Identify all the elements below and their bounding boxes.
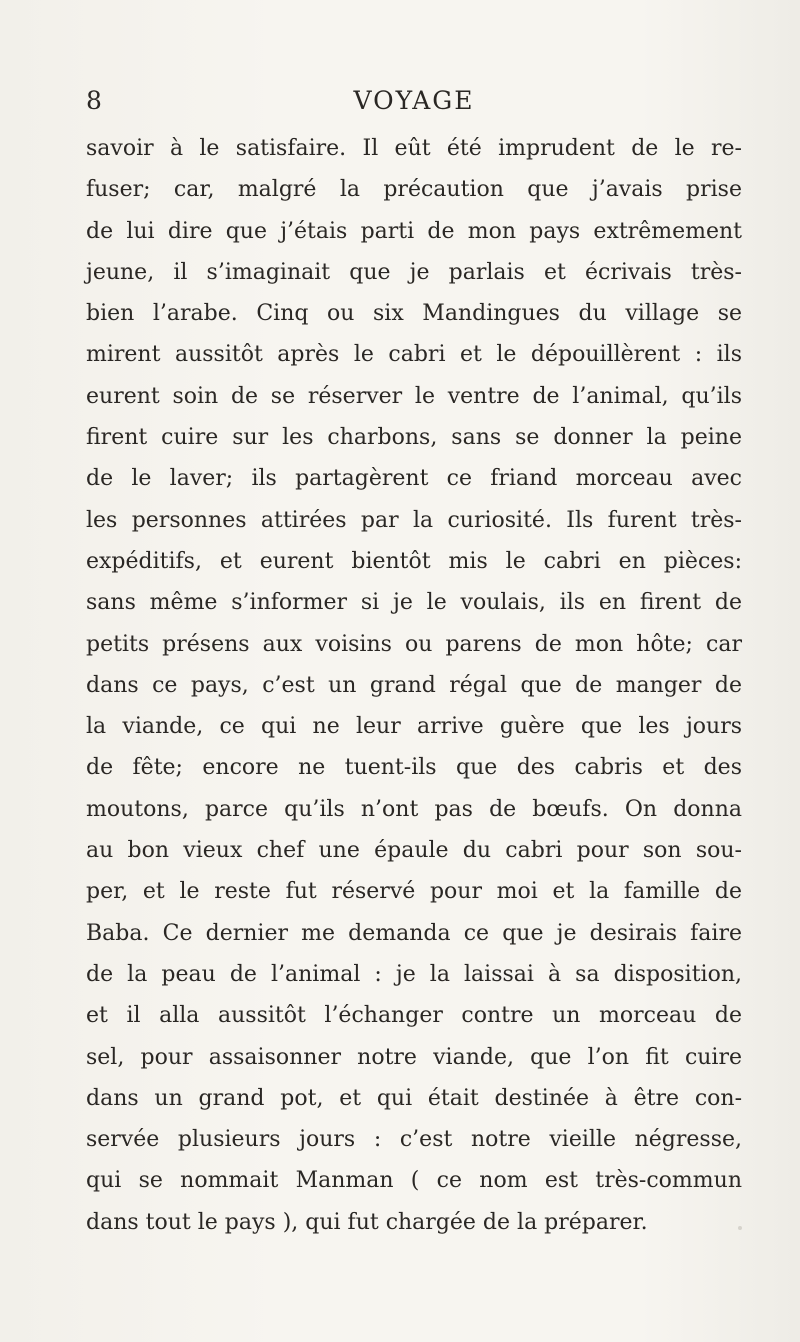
text-line: petits présens aux voisins ou parens de mon hôte; car [86,631,742,657]
page-header [86,84,742,118]
text-line: moutons, parce qu’ils n’ont pas de bœufs. On donna [86,796,742,822]
text-line: savoir à le satisfaire. Il eût été imprudent de le re- [86,136,742,161]
text-line: la viande, ce qui ne leur arrive guère que les jours [86,714,742,740]
text-line: mirent aussitôt après le cabri et le dépouillèrent : ils [86,342,742,368]
text-line: les personnes attirées par la curiosité. Ils furent très- [86,507,742,533]
text-line: et il alla aussitôt l’échanger contre un morceau de [86,1003,742,1029]
text-line: de le laver; ils partagèrent ce friand morceau avec [86,466,742,492]
text-line: qui se nommait Manman ( ce nom est très-commun [86,1168,742,1194]
text-line: jeune, il s’imaginait que je parlais et écrivais très- [86,259,742,285]
text-line: sans même s’informer si je le voulais, ils en firent de [86,590,742,616]
text-line: sel, pour assaisonner notre viande, que l’on fit cuire [86,1044,742,1070]
running-title: VOYAGE [353,86,475,115]
text-line: dans ce pays, c’est un grand régal que de manger de [86,672,742,698]
text-line: dans tout le pays ), qui fut chargée de la préparer. [86,1209,648,1235]
text-line: bien l’arabe. Cinq ou six Mandingues du village se [86,301,742,327]
text-line: eurent soin de se réserver le ventre de l’animal, qu’ils [86,383,742,409]
text-line: expéditifs, et eurent bientôt mis le cabri en pièces: [86,548,742,574]
text-line: servée plusieurs jours : c’est notre vieille négresse, [86,1127,742,1153]
text-line: per, et le reste fut réservé pour moi et la famille de [86,879,742,905]
paper-speck [738,1226,742,1230]
text-line: de la peau de l’animal : je la laissai à sa disposition, [86,961,742,987]
text-line: de lui dire que j’étais parti de mon pays extrêmement [86,218,742,244]
text-line: au bon vieux chef une épaule du cabri pour son sou- [86,838,742,864]
text-line: de fête; encore ne tuent-ils que des cabris et des [86,755,742,781]
text-line: firent cuire sur les charbons, sans se donner la peine [86,425,742,451]
text-line: fuser; car, malgré la précaution que j’avais prise [86,177,742,203]
body-text [86,128,742,1243]
text-line: dans un grand pot, et qui était destinée à être con- [86,1085,742,1111]
text-line: Baba. Ce dernier me demanda ce que je desirais faire [86,920,742,946]
page-number: 8 [86,86,103,115]
